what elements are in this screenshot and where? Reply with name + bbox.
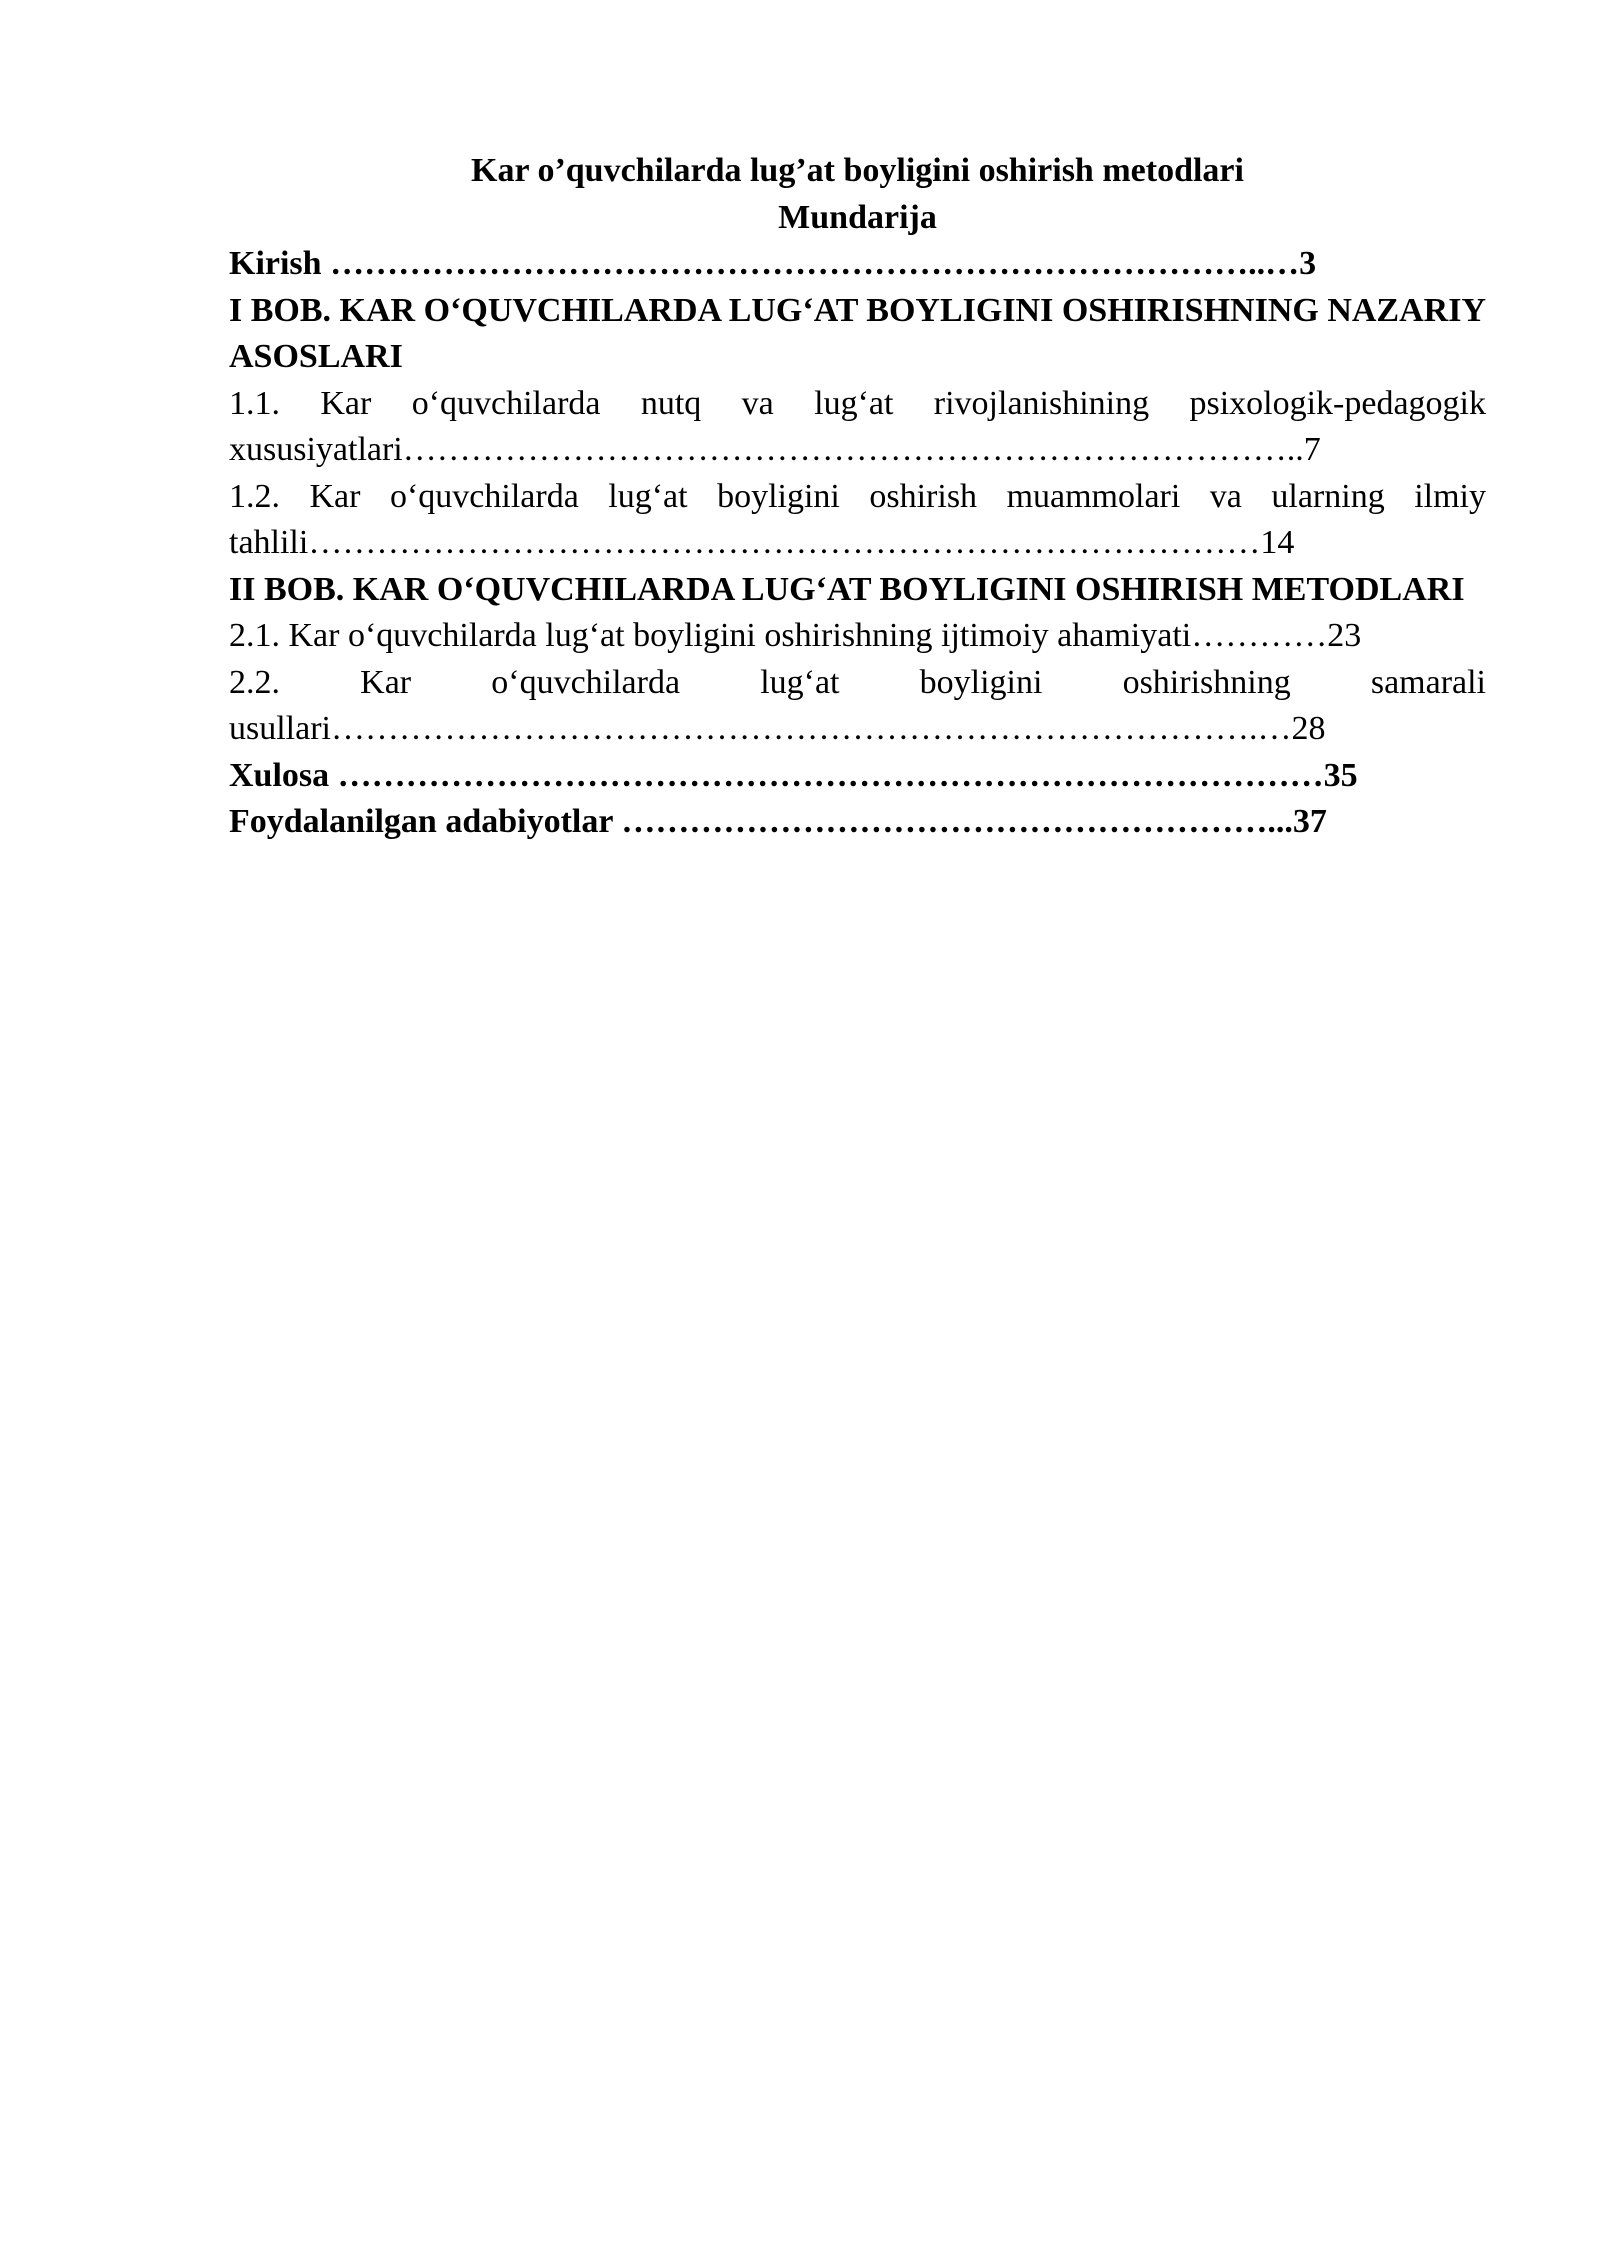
toc-entry-section-1-2: 1.2. Kar o‘quvchilarda lug‘at boyligini oshirish muammolari va ularning ilmiy tahlili…………………………………………………………………………14 — [229, 477, 1486, 561]
toc-heading: Mundarija — [778, 198, 937, 236]
toc-entry-section-2-1: 2.1. Kar o‘quvchilarda lug‘at boyligini oshirishning ijtimoiy ahamiyati…………23 — [229, 617, 1362, 654]
toc-entry-chapter-2: II BOB. KAR O‘QUVCHILARDA LUG‘AT BOYLIGINI OSHIRISH METODLARI — [229, 570, 1465, 608]
toc-entry-chapter-1: I BOB. KAR O‘QUVCHILARDA LUG‘AT BOYLIGINI OSHIRISHNING NAZARIY ASOSLARI — [229, 291, 1486, 375]
toc-entry-kirish: Kirish ………………………………………………………………………..…3 — [229, 245, 1317, 282]
toc-entry-section-2-2: 2.2. Kar o‘quvchilarda lug‘at boyligini oshirishning samarali usullari……………………………………………………………………….…28 — [229, 663, 1486, 747]
toc-entry-xulosa: Xulosa ……………………………………………………………………………35 — [229, 756, 1358, 794]
page-content — [229, 148, 1486, 846]
toc-entry-section-1-1: 1.1. Kar o‘quvchilarda nutq va lug‘at rivojlanishining psixologik-pedagogik xususiyatlari……………………………………………………………………..7 — [229, 384, 1486, 468]
document-title: Kar o’quvchilarda lug’at boyligini oshirish metodlari — [471, 152, 1244, 189]
toc-entry-adabiyotlar: Foydalanilgan adabiyotlar …………………………………………………...37 — [229, 803, 1327, 840]
